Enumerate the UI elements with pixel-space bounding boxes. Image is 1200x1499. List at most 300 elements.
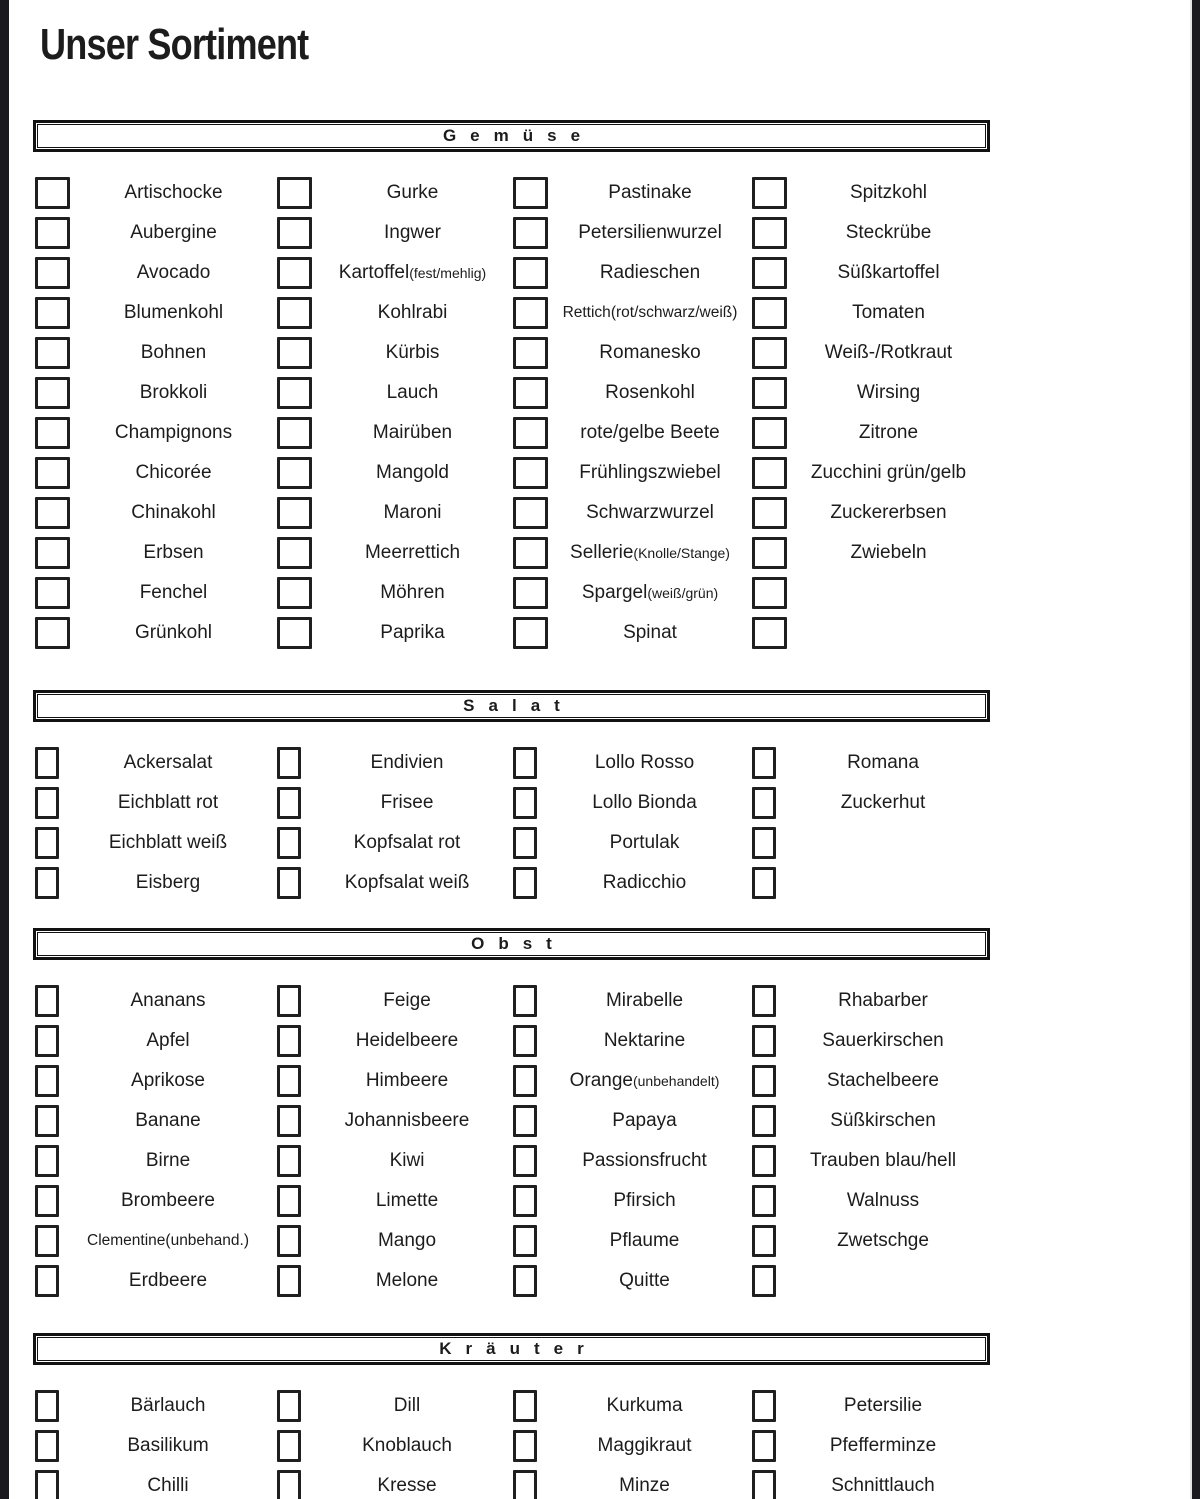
checkbox[interactable]: [277, 497, 312, 529]
checkbox[interactable]: [752, 985, 776, 1017]
item-label-text: Kurkuma: [606, 1395, 683, 1416]
checklist-item: [513, 981, 752, 1021]
item-label-text: Kartoffel: [338, 262, 410, 283]
section-header-inner: [37, 694, 986, 718]
item-label: [776, 1435, 990, 1457]
item-label-text: Weiß-/Rotkraut: [824, 342, 953, 363]
item-label-text: Heidelbeere: [355, 1030, 459, 1051]
checklist-item: [35, 863, 277, 903]
checkbox[interactable]: [277, 257, 312, 289]
item-label-text: Pfirsich: [613, 1190, 676, 1211]
checklist-sections: [33, 120, 990, 1499]
checklist-item: [513, 213, 752, 253]
item-label: [776, 1230, 990, 1252]
checkbox[interactable]: [513, 1470, 537, 1499]
item-label: [537, 832, 752, 854]
checkbox[interactable]: [513, 457, 548, 489]
checkbox[interactable]: [35, 217, 70, 249]
checkbox[interactable]: [752, 1390, 776, 1422]
checklist-item: [513, 333, 752, 373]
checklist-item: [752, 1141, 990, 1181]
item-label-text: Steckrübe: [845, 222, 932, 243]
item-label: [312, 622, 513, 644]
checkbox[interactable]: [277, 297, 312, 329]
checklist-item: [513, 1181, 752, 1221]
section-header-inner: [37, 932, 986, 956]
item-label-text: Zwetschge: [837, 1230, 929, 1251]
item-label: [537, 990, 752, 1012]
checklist-item: [513, 453, 752, 493]
checklist-item: [752, 213, 990, 253]
checkbox[interactable]: [513, 297, 548, 329]
item-label-text: Petersilie: [843, 1395, 923, 1416]
item-label-text: Apfel: [146, 1030, 190, 1051]
checkbox[interactable]: [752, 1065, 776, 1097]
checkbox[interactable]: [35, 1390, 59, 1422]
checkbox[interactable]: [277, 867, 301, 899]
checklist-item: [513, 1386, 752, 1426]
checkbox[interactable]: [752, 577, 787, 609]
checkbox[interactable]: [752, 1185, 776, 1217]
item-label-text: Petersilienwurzel: [578, 222, 722, 243]
item-label: [787, 542, 990, 564]
item-label: [59, 1110, 277, 1132]
item-label-text: Ananans: [130, 990, 206, 1011]
item-label: [70, 462, 277, 484]
checklist-item: [277, 1021, 513, 1061]
checkbox[interactable]: [752, 827, 776, 859]
checkbox[interactable]: [35, 985, 59, 1017]
checkbox[interactable]: [277, 457, 312, 489]
item-label-suffix: (weiß/grün): [647, 585, 719, 601]
item-label: [70, 342, 277, 364]
item-label-text: Eisberg: [135, 872, 201, 893]
item-label-text: Sauerkirschen: [822, 1030, 944, 1051]
item-label-text: Lollo Rosso: [594, 752, 695, 773]
checkbox[interactable]: [513, 1430, 537, 1462]
item-label: [301, 990, 513, 1012]
checkbox[interactable]: [35, 827, 59, 859]
item-label-text: Artischocke: [124, 182, 223, 203]
checkbox[interactable]: [277, 1265, 301, 1297]
checkbox[interactable]: [277, 217, 312, 249]
item-label-text: Rosenkohl: [605, 382, 695, 403]
item-label: [537, 1030, 752, 1052]
item-label: [301, 1150, 513, 1172]
checkbox[interactable]: [513, 985, 537, 1017]
item-label: [776, 1395, 990, 1417]
checkbox[interactable]: [513, 257, 548, 289]
checklist-item: [752, 1466, 990, 1499]
item-label: [548, 542, 752, 564]
checkbox[interactable]: [752, 457, 787, 489]
checkbox[interactable]: [752, 217, 787, 249]
item-label: [59, 872, 277, 894]
checkbox[interactable]: [277, 617, 312, 649]
item-label-text: Spitzkohl: [849, 182, 928, 203]
checkbox[interactable]: [277, 337, 312, 369]
checklist-item: [513, 1141, 752, 1181]
item-label-text: Kopfsalat rot: [353, 832, 461, 853]
checklist-item: [35, 1141, 277, 1181]
checkbox[interactable]: [513, 177, 548, 209]
section-title: Salat: [463, 696, 574, 715]
checklist-item: [513, 823, 752, 863]
checkbox[interactable]: [752, 1025, 776, 1057]
checkbox[interactable]: [277, 827, 301, 859]
checklist-item: [35, 1021, 277, 1061]
checkbox[interactable]: [752, 787, 776, 819]
checklist-item: [35, 373, 277, 413]
item-label-text: Aprikose: [131, 1070, 205, 1091]
checklist-item: [513, 1101, 752, 1141]
checkbox[interactable]: [35, 867, 59, 899]
item-label-text: Rettich: [562, 304, 611, 321]
item-label-text: Mangold: [376, 462, 449, 483]
item-label-text: Zwiebeln: [850, 542, 927, 563]
checkbox[interactable]: [35, 1470, 59, 1499]
checkbox[interactable]: [35, 1065, 59, 1097]
item-label-text: Pastinake: [608, 182, 692, 203]
checklist-item: [513, 1466, 752, 1499]
checkbox[interactable]: [277, 1225, 301, 1257]
item-label-text: Zuckerhut: [840, 792, 926, 813]
checkbox[interactable]: [35, 1265, 59, 1297]
checkbox[interactable]: [35, 377, 70, 409]
item-label: [537, 792, 752, 814]
checkbox[interactable]: [277, 577, 312, 609]
checklist-item: [752, 573, 990, 613]
checklist-item: [752, 1261, 990, 1301]
checkbox[interactable]: [35, 257, 70, 289]
section-header-salat: [33, 690, 990, 722]
checklist-item: [513, 1221, 752, 1261]
item-label: [70, 302, 277, 324]
checkbox[interactable]: [752, 1470, 776, 1499]
item-label: [537, 1150, 752, 1172]
checkbox[interactable]: [513, 617, 548, 649]
checkbox[interactable]: [277, 377, 312, 409]
checklist-item: [35, 823, 277, 863]
item-label-text: Chicorée: [135, 462, 212, 483]
item-label-text: Spinat: [623, 622, 677, 643]
item-label-text: Süßkirschen: [830, 1110, 936, 1131]
item-label-text: Gurke: [386, 182, 439, 203]
item-label: [312, 342, 513, 364]
checklist-item: [277, 453, 513, 493]
checkbox[interactable]: [35, 337, 70, 369]
checklist-item: [752, 783, 990, 823]
checkbox[interactable]: [752, 747, 776, 779]
item-label: [787, 382, 990, 404]
item-label-text: Portulak: [609, 832, 680, 853]
item-label: [70, 622, 277, 644]
checkbox[interactable]: [35, 1145, 59, 1177]
checkbox[interactable]: [277, 787, 301, 819]
checklist-item: [513, 413, 752, 453]
checklist-item: [513, 293, 752, 333]
checklist-item: [277, 1261, 513, 1301]
section-grid: [35, 743, 990, 903]
checklist-item: [277, 823, 513, 863]
item-label: [776, 1190, 990, 1212]
item-label-text: Johannisbeere: [344, 1110, 470, 1131]
item-label-text: Knoblauch: [362, 1435, 452, 1456]
item-label: [312, 502, 513, 524]
item-label-text: Lollo Bionda: [592, 792, 697, 813]
checkbox[interactable]: [513, 1065, 537, 1097]
checkbox[interactable]: [277, 1430, 301, 1462]
checklist-item: [513, 373, 752, 413]
checkbox[interactable]: [752, 377, 787, 409]
checkbox[interactable]: [752, 537, 787, 569]
checklist-item: [752, 1426, 990, 1466]
checkbox[interactable]: [513, 377, 548, 409]
checkbox[interactable]: [277, 1025, 301, 1057]
checkbox[interactable]: [513, 1265, 537, 1297]
checkbox[interactable]: [35, 497, 70, 529]
item-label-suffix: (Knolle/Stange): [633, 545, 730, 561]
checkbox[interactable]: [752, 1430, 776, 1462]
checkbox[interactable]: [513, 537, 548, 569]
page-title: Unser Sortiment: [40, 20, 309, 69]
item-label: [59, 752, 277, 774]
checkbox[interactable]: [277, 1065, 301, 1097]
checkbox[interactable]: [35, 787, 59, 819]
checkbox[interactable]: [752, 297, 787, 329]
checkbox[interactable]: [35, 297, 70, 329]
item-label: [548, 422, 752, 444]
checklist-item: [277, 1101, 513, 1141]
item-label: [537, 1475, 752, 1497]
checkbox[interactable]: [752, 1145, 776, 1177]
checklist-item: [752, 293, 990, 333]
item-label: [548, 462, 752, 484]
item-label-text: Zucchini grün/gelb: [810, 462, 967, 483]
checklist-item: [277, 981, 513, 1021]
checkbox[interactable]: [277, 537, 312, 569]
checkbox[interactable]: [752, 497, 787, 529]
section-header-obst: [33, 928, 990, 960]
checklist-item: [35, 253, 277, 293]
checkbox[interactable]: [35, 1025, 59, 1057]
item-label-text: Mairüben: [372, 422, 453, 443]
checkbox[interactable]: [513, 417, 548, 449]
checkbox[interactable]: [35, 577, 70, 609]
checklist-item: [277, 1141, 513, 1181]
section-header-inner: [37, 1337, 986, 1361]
item-label: [301, 1395, 513, 1417]
checklist-item: [277, 173, 513, 213]
section-grid: [35, 1386, 990, 1499]
item-label: [59, 1475, 277, 1497]
checkbox[interactable]: [513, 1145, 537, 1177]
item-label: [312, 422, 513, 444]
checklist-item: [277, 1221, 513, 1261]
item-label-text: Stachelbeere: [827, 1070, 939, 1091]
checkbox[interactable]: [277, 1470, 301, 1499]
item-label: [787, 422, 990, 444]
checkbox[interactable]: [752, 1265, 776, 1297]
checkbox[interactable]: [513, 497, 548, 529]
item-label: [301, 752, 513, 774]
checklist-item: [277, 613, 513, 653]
checkbox[interactable]: [513, 787, 537, 819]
checkbox[interactable]: [35, 1105, 59, 1137]
item-label: [776, 792, 990, 814]
item-label-text: Pflaume: [609, 1230, 680, 1251]
item-label: [59, 1395, 277, 1417]
checklist-item: [752, 823, 990, 863]
item-label: [70, 382, 277, 404]
item-label: [59, 990, 277, 1012]
item-label-text: Aubergine: [130, 222, 217, 243]
item-label: [548, 582, 752, 604]
checkbox[interactable]: [35, 617, 70, 649]
section-title: Obst: [471, 934, 566, 953]
checkbox[interactable]: [35, 457, 70, 489]
item-label: [776, 752, 990, 774]
item-label-text: Romana: [847, 752, 919, 773]
item-label-text: Grünkohl: [134, 622, 213, 643]
checkbox[interactable]: [513, 337, 548, 369]
item-label-text: Himbeere: [365, 1070, 449, 1091]
item-label: [59, 1230, 277, 1252]
checkbox[interactable]: [35, 1430, 59, 1462]
checklist-item: [277, 1061, 513, 1101]
checkbox[interactable]: [277, 177, 312, 209]
checkbox[interactable]: [513, 1185, 537, 1217]
checklist-item: [35, 1221, 277, 1261]
item-label: [537, 1070, 752, 1092]
item-label-suffix: (unbehand.): [165, 1232, 249, 1249]
checkbox[interactable]: [35, 417, 70, 449]
item-label: [70, 422, 277, 444]
item-label: [59, 1070, 277, 1092]
checklist-item: [277, 1386, 513, 1426]
item-label-text: Kohlrabi: [377, 302, 448, 323]
checklist-item: [277, 533, 513, 573]
checklist-item: [35, 743, 277, 783]
item-label-text: Süßkartoffel: [837, 262, 940, 283]
checklist-item: [752, 1386, 990, 1426]
checkbox[interactable]: [35, 177, 70, 209]
checkbox[interactable]: [35, 537, 70, 569]
checkbox[interactable]: [277, 417, 312, 449]
item-label-text: Endivien: [370, 752, 444, 773]
item-label: [301, 1230, 513, 1252]
checkbox[interactable]: [752, 617, 787, 649]
item-label-text: Maggikraut: [597, 1435, 692, 1456]
checkbox[interactable]: [752, 1225, 776, 1257]
checklist-item: [277, 413, 513, 453]
item-label-text: Kopfsalat weiß: [344, 872, 470, 893]
checkbox[interactable]: [752, 257, 787, 289]
checklist-item: [752, 173, 990, 213]
item-label-text: Meerrettich: [364, 542, 461, 563]
item-label: [548, 302, 752, 324]
checkbox[interactable]: [277, 747, 301, 779]
item-label-text: Feige: [383, 990, 431, 1011]
checkbox[interactable]: [752, 337, 787, 369]
item-label-text: Radicchio: [602, 872, 687, 893]
item-label: [70, 502, 277, 524]
checkbox[interactable]: [513, 217, 548, 249]
checkbox[interactable]: [277, 1145, 301, 1177]
checkbox[interactable]: [35, 1225, 59, 1257]
checkbox[interactable]: [752, 417, 787, 449]
item-label-text: Melone: [375, 1270, 439, 1291]
checklist-item: [752, 981, 990, 1021]
item-label-text: Kresse: [377, 1475, 437, 1496]
item-label-text: Walnuss: [846, 1190, 920, 1211]
checklist-item: [35, 1061, 277, 1101]
item-label: [59, 832, 277, 854]
checklist-item: [35, 333, 277, 373]
checklist-item: [35, 613, 277, 653]
item-label: [301, 1190, 513, 1212]
checkbox[interactable]: [513, 577, 548, 609]
item-label-text: Clementine: [87, 1232, 166, 1249]
item-label-text: Limette: [375, 1190, 439, 1211]
item-label: [548, 342, 752, 364]
item-label-text: Spargel: [581, 582, 648, 603]
checklist-item: [277, 213, 513, 253]
checklist-item: [277, 783, 513, 823]
checklist-item: [277, 493, 513, 533]
checkbox[interactable]: [35, 1185, 59, 1217]
checklist-item: [513, 1426, 752, 1466]
checklist-item: [752, 493, 990, 533]
checkbox[interactable]: [752, 177, 787, 209]
checkbox[interactable]: [752, 1105, 776, 1137]
item-label-text: Dill: [393, 1395, 421, 1416]
item-label-text: Chinakohl: [131, 502, 216, 523]
checklist-item: [752, 413, 990, 453]
item-label: [312, 542, 513, 564]
checkbox[interactable]: [513, 1025, 537, 1057]
item-label: [301, 832, 513, 854]
item-label-text: Bohnen: [140, 342, 207, 363]
section-kraeuter: [33, 1333, 990, 1499]
checkbox[interactable]: [277, 1390, 301, 1422]
item-label: [312, 582, 513, 604]
item-label-text: Orange: [569, 1070, 633, 1091]
section-gemuese: [33, 120, 990, 653]
item-label-text: Erdbeere: [128, 1270, 208, 1291]
item-label-text: Papaya: [612, 1110, 677, 1131]
checkbox[interactable]: [513, 827, 537, 859]
item-label: [776, 1150, 990, 1172]
checkbox[interactable]: [513, 1105, 537, 1137]
section-grid: [35, 173, 990, 653]
checkbox[interactable]: [277, 1105, 301, 1137]
checkbox[interactable]: [277, 1185, 301, 1217]
item-label: [537, 1270, 752, 1292]
checkbox[interactable]: [513, 1225, 537, 1257]
item-label-suffix: (rot/schwarz/weiß): [610, 304, 738, 321]
item-label-text: Lauch: [386, 382, 439, 403]
item-label-text: Banane: [135, 1110, 201, 1131]
checkbox[interactable]: [277, 985, 301, 1017]
checklist-item: [752, 1101, 990, 1141]
checkbox[interactable]: [513, 747, 537, 779]
checkbox[interactable]: [513, 1390, 537, 1422]
checkbox[interactable]: [752, 867, 776, 899]
checkbox[interactable]: [513, 867, 537, 899]
item-label: [301, 1475, 513, 1497]
checkbox[interactable]: [35, 747, 59, 779]
